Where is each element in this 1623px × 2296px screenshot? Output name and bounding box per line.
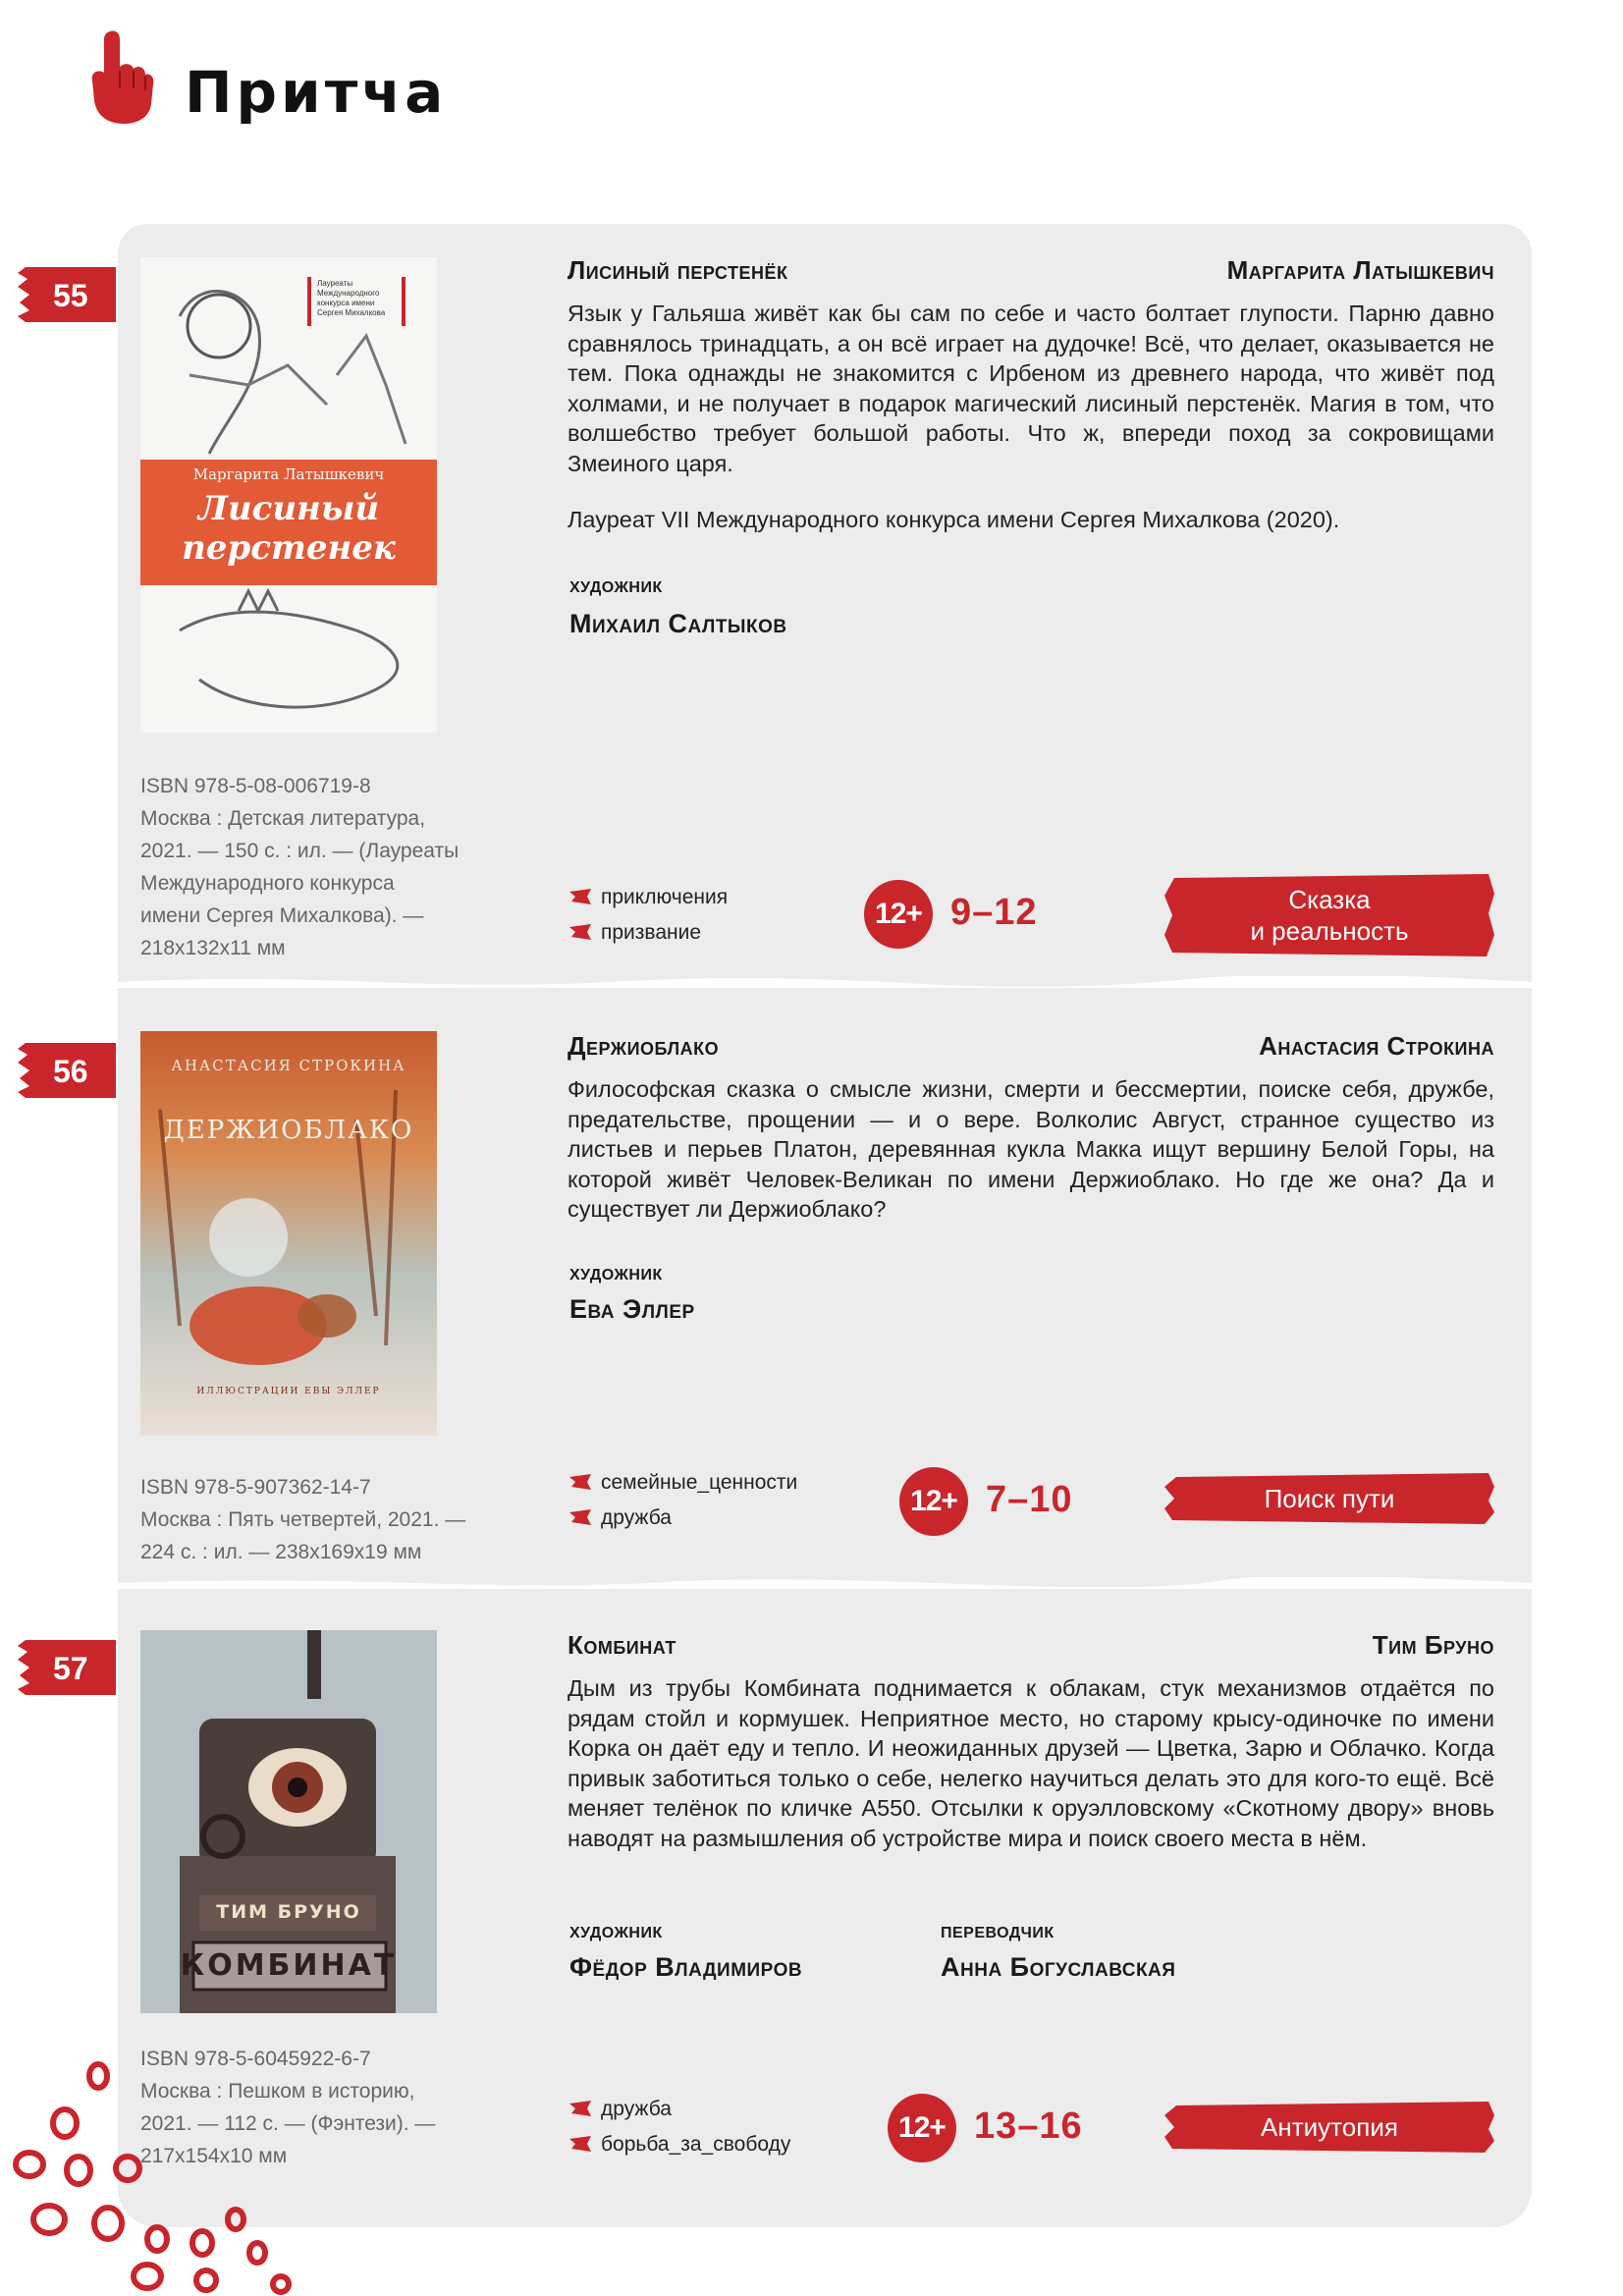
tag-item[interactable]: дружба [569, 1506, 672, 1530]
page-title: Притча [185, 59, 448, 126]
role-label: художник [569, 1917, 663, 1942]
book-cover: АНАСТАСИЯ СТРОКИНА ДЕРЖИОБЛАКО ИЛЛЮСТРАЦИИ ЕВЫ ЭЛЛЕР [140, 1031, 437, 1436]
book-author: Анастасия Строкина [1259, 1031, 1494, 1061]
age-range: 9–12 [950, 892, 1038, 933]
brush-mark-icon [569, 1509, 591, 1525]
genre-badge: Поиск пути [1164, 1473, 1494, 1524]
bibliographic-info: ISBN 978-5-08-006719-8 Москва : Детская литература, 2021. — 150 с. : ил. — (Лауреаты Международного конкурса имени Сергея Михалкова). — 218х132х11 мм [140, 775, 460, 959]
book-author: Тим Бруно [1372, 1630, 1494, 1660]
entry-number-badge: 55 [18, 267, 116, 322]
brush-mark-icon [569, 2101, 591, 2116]
book-description: Дым из трубы Комбината поднимается к облакам, стук механизмов отдаётся по рядам стойл и кормушек. Неприятное место, но старому крысу-одиночке по имени Корка он даёт еду и тепло. И неожиданных друзей — Цветка, Зарю и Облачко. Когда привык заботиться только о себе, нелегко научиться делать это для кого-то ещё. Всё меняет телёнок по кличке А550. Отсылки к оруэлловскому «Скотному двору» вновь наводят на размышления об устройстве мира и поиск своего места в нём. [568, 1675, 1494, 1851]
book-cover: ТИМ БРУНО КОМБИНАТ [140, 1630, 437, 2013]
separator [118, 976, 1532, 988]
brush-mark-icon [569, 2136, 591, 2152]
brush-mark-icon [569, 1474, 591, 1490]
genre-badge: Антиутопия [1164, 2102, 1494, 2153]
book-description: Философская сказка о смысле жизни, смерти и бессмертии, поиске себя, дружбе, предательстве, прощении — и о вере. Волколис Август, странное существо из листьев и перьев Платон, деревянная кукла Макка ищут вершину Белой Горы, на которой живёт Человек-Великан по имени Держиоблако. Но где же она? Да и существует ли Держиоблако? [568, 1076, 1494, 1222]
book-title: Держиоблако [568, 1031, 720, 1061]
role-label: художник [569, 1259, 663, 1285]
age-rating-badge: 12+ [888, 2094, 956, 2162]
role-name: Ева Эллер [569, 1294, 695, 1324]
decorative-rings [0, 2043, 314, 2296]
book-cover: Лауреаты Международного конкурса имени Сергея Михалкова Маргарита Латышкевич Лисиный перстенек [140, 257, 437, 733]
age-rating-badge: 12+ [899, 1467, 968, 1536]
age-range: 13–16 [974, 2105, 1083, 2147]
role-name: Фёдор Владимиров [569, 1952, 803, 1982]
book-title: Лисиный перстенёк [568, 255, 788, 285]
tag-item[interactable]: приключения [569, 886, 728, 909]
tag-item[interactable]: дружба [569, 2098, 672, 2121]
bibliographic-info: ISBN 978-5-907362-14-7 Москва : Пять четвертей, 2021. — 224 с. : ил. — 238х169х19 мм [140, 1476, 466, 1563]
age-range: 7–10 [986, 1479, 1073, 1520]
brush-mark-icon [569, 889, 591, 904]
entry-number-badge: 57 [18, 1640, 116, 1695]
entry-number-badge: 56 [18, 1043, 116, 1098]
tag-item[interactable]: борьба_за_свободу [569, 2133, 790, 2157]
pointing-hand-icon [86, 27, 155, 126]
tag-item[interactable]: семейные_ценности [569, 1471, 797, 1495]
role-label: переводчик [941, 1917, 1055, 1942]
separator [118, 1577, 1532, 1589]
tag-item[interactable]: призвание [569, 921, 701, 945]
role-name: Анна Богуславская [941, 1952, 1176, 1982]
book-description: Язык у Гальяша живёт как бы сам по себе и часто болтает глупости. Парню давно сравнялось тринадцать, а он всё играет на дудочке! Всё, что делает, оказывается не тем. Пока однажды не знакомится с Ирбеном из древнего народа, что живёт под холмами, и не получает в подарок магический лисиный перстенёк. Магия в том, что волшебство требует большой работы. Что ж, впереди поход за сокровищами Змеиного царя. [568, 301, 1494, 476]
book-title: Комбинат [568, 1630, 676, 1660]
role-label: художник [569, 572, 663, 597]
cover-illustration [140, 1031, 437, 1436]
book-author: Маргарита Латышкевич [1226, 255, 1494, 285]
page-header [86, 27, 479, 136]
book-award: Лауреат VII Международного конкурса имени Сергея Михалкова (2020). [568, 507, 1340, 532]
bibliographic-info: ISBN 978-5-6045922-6-7 Москва : Пешком в историю, 2021. — 112 с. — (Фэнтези). — 217х154х10 мм [140, 2048, 436, 2167]
age-rating-badge: 12+ [864, 880, 933, 949]
brush-mark-icon [569, 924, 591, 940]
role-name: Михаил Салтыков [569, 609, 787, 638]
genre-badge: Сказка и реальность [1164, 874, 1494, 957]
